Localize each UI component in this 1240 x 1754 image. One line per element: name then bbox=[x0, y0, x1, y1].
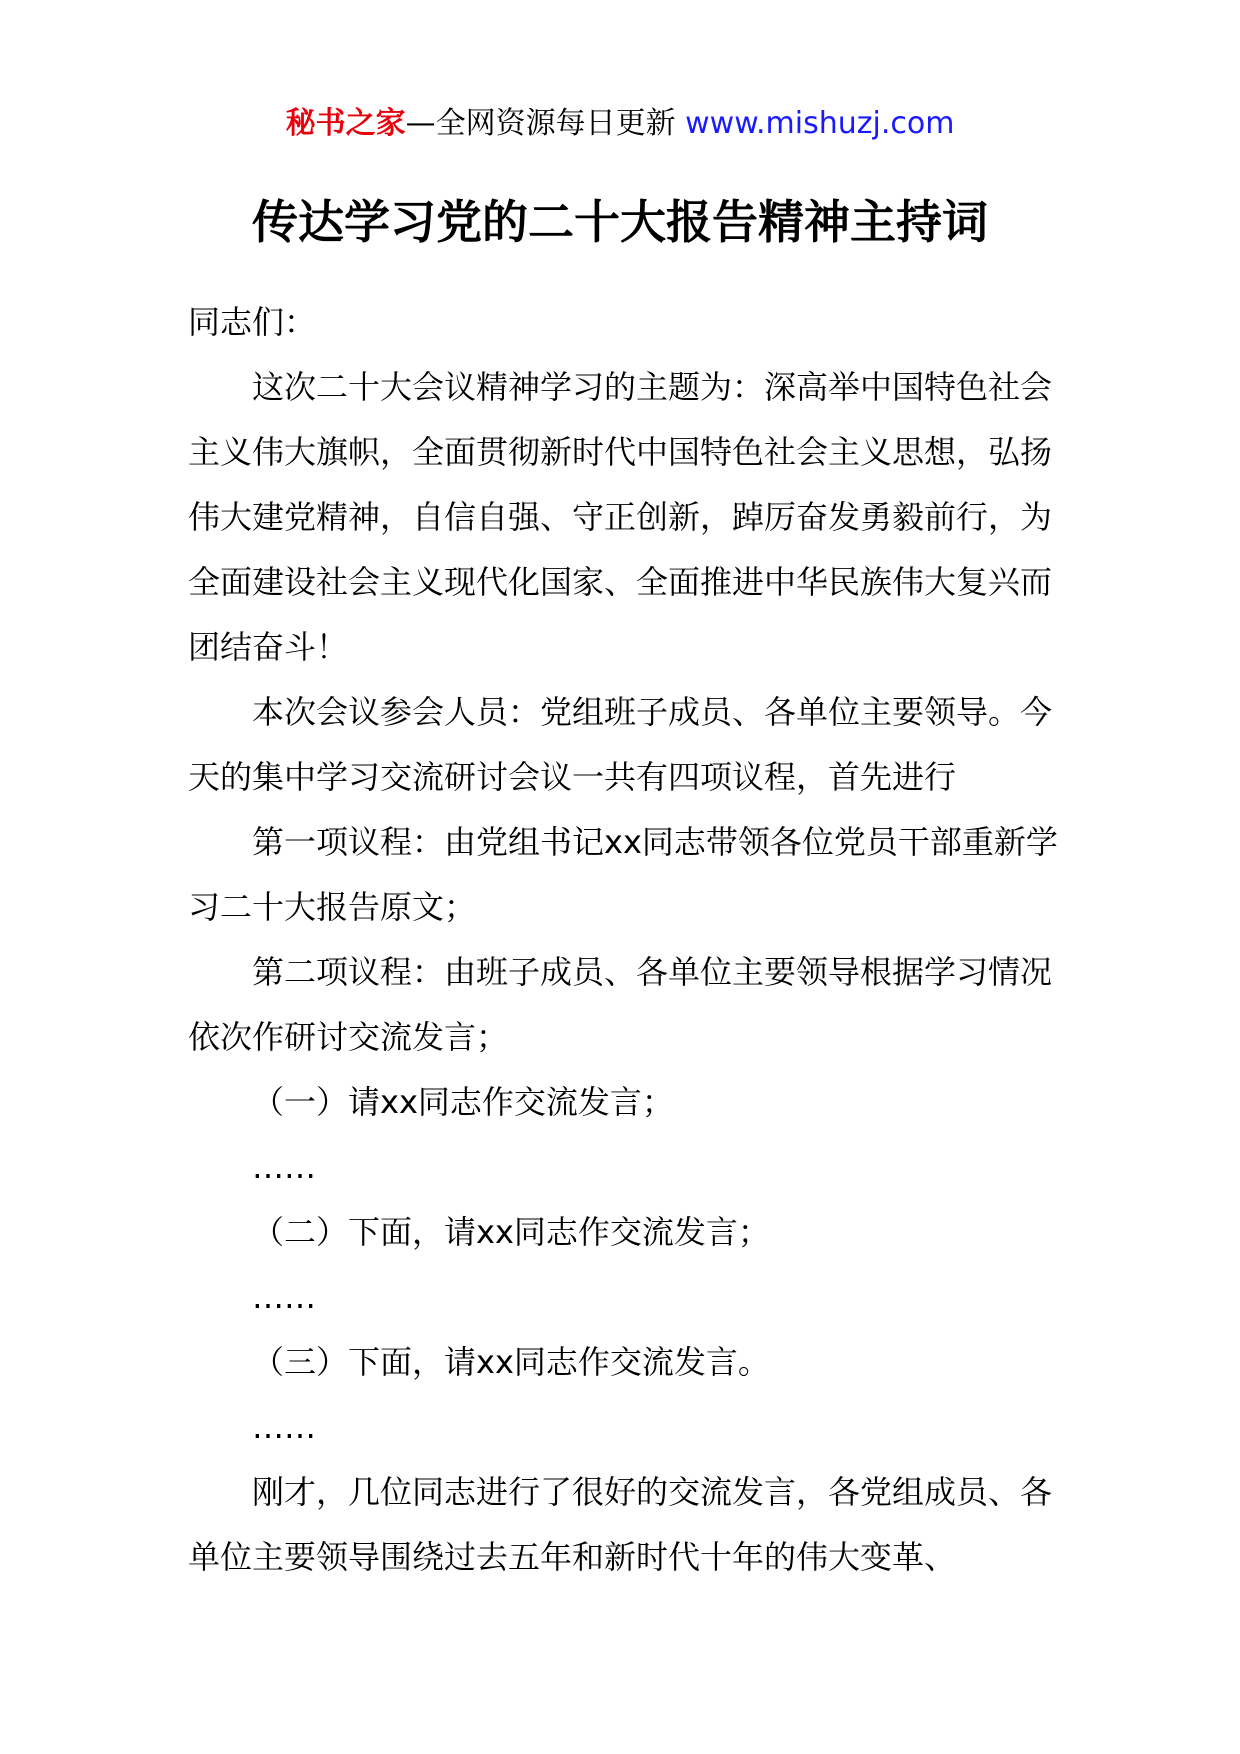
ellipsis-2: …… bbox=[252, 1278, 316, 1316]
site-header bbox=[0, 104, 1240, 144]
paragraph-summary: 刚才，几位同志进行了很好的交流发言，各党组成员、各单位主要领导围绕过去五年和新时代十年的伟大变革、 bbox=[188, 1473, 1053, 1576]
salutation: 同志们： bbox=[188, 303, 317, 341]
list-item-speaker-2: （二）下面，请xx同志作交流发言； bbox=[252, 1213, 770, 1251]
paragraph-agenda-1: 第一项议程：由党组书记xx同志带领各位党员干部重新学习二十大报告原文； bbox=[188, 823, 1058, 926]
paragraph-attendees: 本次会议参会人员：党组班子成员、各单位主要领导。今天的集中学习交流研讨会议一共有四项议程，首先进行 bbox=[188, 693, 1053, 796]
site-url[interactable]: www.mishuzj.com bbox=[685, 106, 955, 141]
document-body bbox=[188, 290, 1068, 1590]
ellipsis-1: …… bbox=[252, 1148, 316, 1186]
brand-name: 秘书之家 bbox=[285, 106, 406, 141]
header-tagline: —全网资源每日更新 bbox=[405, 106, 686, 141]
paragraph-agenda-2: 第二项议程：由班子成员、各单位主要领导根据学习情况依次作研讨交流发言； bbox=[188, 953, 1053, 1056]
list-item-speaker-3: （三）下面，请xx同志作交流发言。 bbox=[252, 1343, 770, 1381]
list-item-speaker-1: （一）请xx同志作交流发言； bbox=[252, 1083, 674, 1121]
document-title: 传达学习党的二十大报告精神主持词 bbox=[252, 195, 988, 249]
paragraph-theme: 这次二十大会议精神学习的主题为：深高举中国特色社会主义伟大旗帜，全面贯彻新时代中国特色社会主义思想，弘扬伟大建党精神，自信自强、守正创新，踔厉奋发勇毅前行，为全面建设社会主义现代化国家、全面推进中华民族伟大复兴而团结奋斗！ bbox=[188, 368, 1053, 666]
ellipsis-3: …… bbox=[252, 1408, 316, 1446]
